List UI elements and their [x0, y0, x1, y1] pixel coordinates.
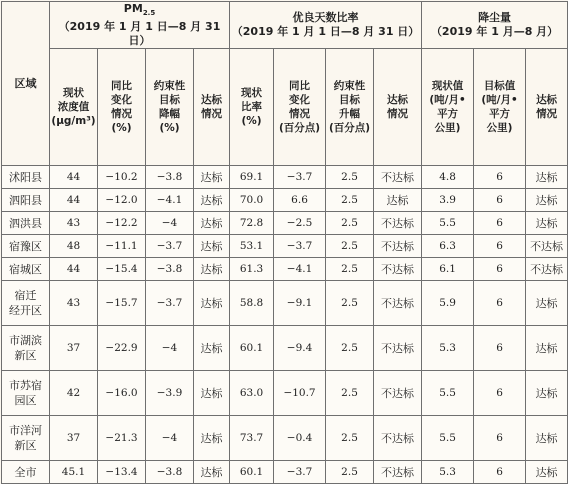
- value-cell: −3.8: [146, 258, 194, 281]
- column-header: 同比 变化 情况 (%): [98, 49, 146, 166]
- good-days-period: （2019 年 1 月 1 日—8 月 31 日）: [231, 25, 420, 39]
- value-cell: 5.5: [422, 416, 474, 461]
- value-cell: 6: [474, 258, 526, 281]
- table-row: [2, 281, 568, 326]
- value-cell: −10.7: [274, 371, 326, 416]
- value-cell: 58.8: [230, 281, 274, 326]
- status-cell: 达标: [194, 461, 230, 484]
- column-header: 现状 浓度值 (μg/m³): [50, 49, 98, 166]
- value-cell: 6: [474, 189, 526, 212]
- status-cell: 不达标: [526, 235, 568, 258]
- table-row: [2, 258, 568, 281]
- value-cell: 5.5: [422, 212, 474, 235]
- value-cell: 2.5: [326, 166, 374, 189]
- value-cell: −4: [146, 416, 194, 461]
- column-header: 现状 比率 (%): [230, 49, 274, 166]
- value-cell: 6.1: [422, 258, 474, 281]
- value-cell: −9.4: [274, 326, 326, 371]
- column-header: 达标 情况: [526, 49, 568, 166]
- value-cell: 2.5: [326, 371, 374, 416]
- value-cell: 2.5: [326, 326, 374, 371]
- status-cell: 达标: [194, 326, 230, 371]
- value-cell: −3.7: [274, 461, 326, 484]
- value-cell: 3.9: [422, 189, 474, 212]
- value-cell: 42: [50, 371, 98, 416]
- table-row: [2, 461, 568, 484]
- value-cell: 5.9: [422, 281, 474, 326]
- value-cell: −10.2: [98, 166, 146, 189]
- value-cell: 69.1: [230, 166, 274, 189]
- status-cell: 达标: [194, 416, 230, 461]
- status-cell: 达标: [194, 371, 230, 416]
- status-cell: 不达标: [374, 166, 422, 189]
- value-cell: 53.1: [230, 235, 274, 258]
- value-cell: −4.1: [274, 258, 326, 281]
- value-cell: 44: [50, 189, 98, 212]
- region-cell: 泗阳县: [2, 189, 50, 212]
- value-cell: −13.4: [98, 461, 146, 484]
- column-header: 约束性 目标 降幅 (%): [146, 49, 194, 166]
- dustfall-group-header: [422, 2, 568, 49]
- value-cell: 43: [50, 212, 98, 235]
- value-cell: 2.5: [326, 212, 374, 235]
- good-days-title: 优良天数比率: [292, 11, 359, 25]
- region-header: 区域: [2, 2, 50, 166]
- value-cell: −3.7: [274, 166, 326, 189]
- value-cell: 6: [474, 166, 526, 189]
- value-cell: 6: [474, 235, 526, 258]
- status-cell: 达标: [526, 281, 568, 326]
- value-cell: −3.8: [146, 166, 194, 189]
- status-cell: 达标: [194, 166, 230, 189]
- pm25-group-header: [50, 2, 230, 49]
- column-header: 约束性 目标 升幅 (百分点): [326, 49, 374, 166]
- value-cell: −22.9: [98, 326, 146, 371]
- status-cell: 不达标: [374, 258, 422, 281]
- table-row: [2, 189, 568, 212]
- column-header: 同比 变化 情况 (百分点): [274, 49, 326, 166]
- status-cell: 达标: [194, 189, 230, 212]
- value-cell: −4.1: [146, 189, 194, 212]
- region-cell: 宿城区: [2, 258, 50, 281]
- status-cell: 达标: [374, 189, 422, 212]
- value-cell: 60.1: [230, 461, 274, 484]
- value-cell: 2.5: [326, 461, 374, 484]
- value-cell: −12.2: [98, 212, 146, 235]
- value-cell: 70.0: [230, 189, 274, 212]
- region-cell: 泗洪县: [2, 212, 50, 235]
- status-cell: 不达标: [374, 326, 422, 371]
- column-header: 现状值 (吨/月• 平方 公里): [422, 49, 474, 166]
- column-header: 目标值 (吨/月• 平方 公里): [474, 49, 526, 166]
- value-cell: 44: [50, 258, 98, 281]
- value-cell: 73.7: [230, 416, 274, 461]
- value-cell: −3.7: [146, 235, 194, 258]
- region-cell: 宿豫区: [2, 235, 50, 258]
- table-row: [2, 371, 568, 416]
- value-cell: 61.3: [230, 258, 274, 281]
- value-cell: −12.0: [98, 189, 146, 212]
- status-cell: 达标: [526, 189, 568, 212]
- value-cell: 6: [474, 416, 526, 461]
- dustfall-title: 降尘量: [478, 11, 512, 25]
- status-cell: 不达标: [374, 212, 422, 235]
- value-cell: 6: [474, 212, 526, 235]
- table-row: [2, 416, 568, 461]
- table-row: [2, 326, 568, 371]
- status-cell: 不达标: [374, 281, 422, 326]
- value-cell: 2.5: [326, 235, 374, 258]
- value-cell: −3.8: [146, 461, 194, 484]
- value-cell: −4: [146, 212, 194, 235]
- status-cell: 达标: [194, 212, 230, 235]
- status-cell: 达标: [526, 212, 568, 235]
- status-cell: 达标: [526, 371, 568, 416]
- status-cell: 达标: [194, 281, 230, 326]
- value-cell: 6.6: [274, 189, 326, 212]
- region-cell: 市湖滨 新区: [2, 326, 50, 371]
- value-cell: 6: [474, 326, 526, 371]
- status-cell: 达标: [526, 416, 568, 461]
- value-cell: −15.7: [98, 281, 146, 326]
- status-cell: 达标: [526, 166, 568, 189]
- air-quality-table: [1, 1, 568, 484]
- dustfall-period: （2019 年 1 月—8 月）: [430, 25, 559, 39]
- value-cell: 5.3: [422, 326, 474, 371]
- good-days-group-header: [230, 2, 422, 49]
- status-cell: 达标: [194, 235, 230, 258]
- table-row: [2, 212, 568, 235]
- value-cell: −0.4: [274, 416, 326, 461]
- value-cell: 37: [50, 326, 98, 371]
- value-cell: 4.8: [422, 166, 474, 189]
- value-cell: 2.5: [326, 258, 374, 281]
- value-cell: −3.9: [146, 371, 194, 416]
- value-cell: 45.1: [50, 461, 98, 484]
- status-cell: 不达标: [526, 258, 568, 281]
- value-cell: 5.3: [422, 461, 474, 484]
- value-cell: −11.1: [98, 235, 146, 258]
- status-cell: 不达标: [374, 235, 422, 258]
- status-cell: 达标: [194, 258, 230, 281]
- pm25-period: （2019 年 1 月 1 日—8 月 31 日）: [58, 20, 221, 48]
- value-cell: −15.4: [98, 258, 146, 281]
- status-cell: 达标: [526, 461, 568, 484]
- value-cell: 6: [474, 371, 526, 416]
- column-header: 达标 情况: [374, 49, 422, 166]
- region-cell: 全市: [2, 461, 50, 484]
- value-cell: 2.5: [326, 281, 374, 326]
- value-cell: 6.3: [422, 235, 474, 258]
- region-cell: 沭阳县: [2, 166, 50, 189]
- status-cell: 不达标: [374, 416, 422, 461]
- region-cell: 宿迁 经开区: [2, 281, 50, 326]
- column-header: 达标 情况: [194, 49, 230, 166]
- pm25-title: $PM_{2.5}$: [123, 2, 156, 18]
- value-cell: 60.1: [230, 326, 274, 371]
- value-cell: 43: [50, 281, 98, 326]
- table-row: [2, 235, 568, 258]
- value-cell: 2.5: [326, 416, 374, 461]
- table-row: [2, 166, 568, 189]
- value-cell: −3.7: [274, 235, 326, 258]
- region-cell: 市苏宿 园区: [2, 371, 50, 416]
- status-cell: 不达标: [374, 371, 422, 416]
- value-cell: 63.0: [230, 371, 274, 416]
- value-cell: 5.5: [422, 371, 474, 416]
- value-cell: −3.7: [146, 281, 194, 326]
- region-cell: 市洋河 新区: [2, 416, 50, 461]
- status-cell: 不达标: [374, 461, 422, 484]
- value-cell: 44: [50, 166, 98, 189]
- value-cell: −9.1: [274, 281, 326, 326]
- status-cell: 达标: [526, 326, 568, 371]
- value-cell: 37: [50, 416, 98, 461]
- value-cell: 6: [474, 461, 526, 484]
- value-cell: 72.8: [230, 212, 274, 235]
- value-cell: −16.0: [98, 371, 146, 416]
- value-cell: −2.5: [274, 212, 326, 235]
- value-cell: 6: [474, 281, 526, 326]
- value-cell: −4: [146, 326, 194, 371]
- value-cell: 48: [50, 235, 98, 258]
- value-cell: 2.5: [326, 189, 374, 212]
- value-cell: −21.3: [98, 416, 146, 461]
